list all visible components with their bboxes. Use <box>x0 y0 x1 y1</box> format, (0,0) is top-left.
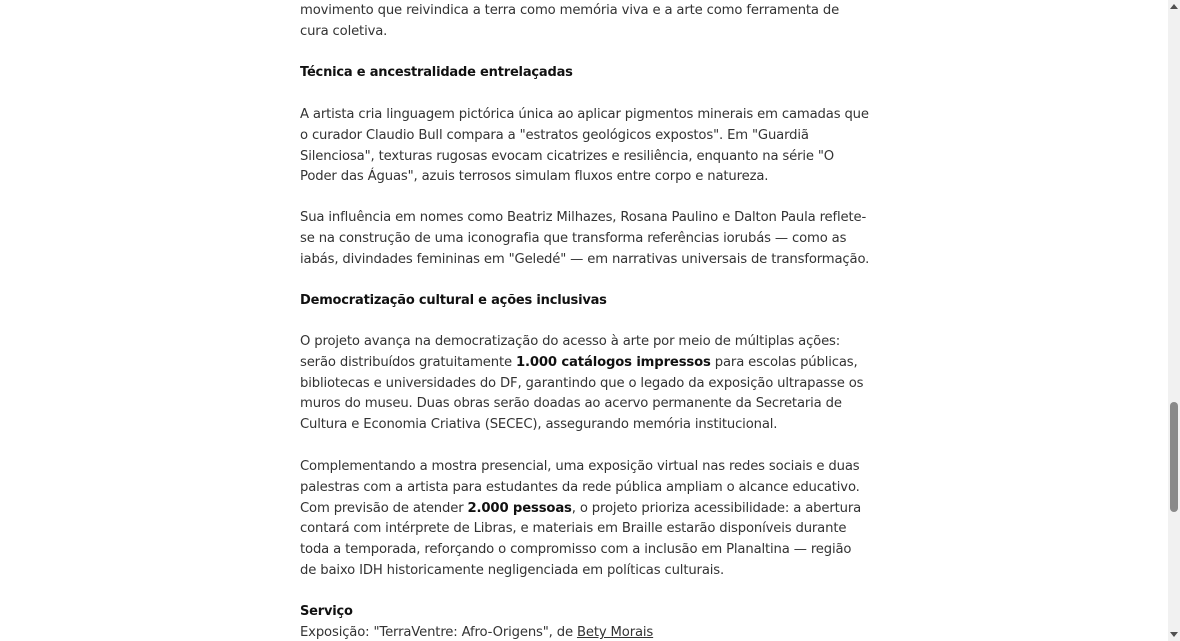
catalog-count-highlight: 1.000 catálogos impressos <box>515 354 711 370</box>
technique-paragraph-1: A artista cria linguagem pictórica única ao aplicar pigmentos minerais em camadas que o curador Claudio Bull compara a "estratos geológicos expostos". Em "Guardiã Silenciosa", texturas rugosas evocam cicatrizes e resiliência, enquanto na série "O Poder das Águas", azuis terrosos simulam fluxos entre corpo e natureza. <box>300 107 869 185</box>
paragraph-text: Complementando a mostra presencial, uma exposição virtual nas redes sociais e duas palestras com a artista para estudantes da rede pública ampliam o alcance educativo. Com previsão de atender <box>300 459 860 516</box>
paragraph-text: para escolas públicas, bibliotecas e universidades do DF, garantindo que o legado da exposição ultrapasse os muros do museu. Duas obras serão doadas ao acervo permanente da Secretaria de Cultura e Economia Criativa (SECEC), assegurando memória institucional. <box>300 354 864 433</box>
service-exhibition-line <box>300 623 870 641</box>
paragraph-text: , o projeto prioriza acessibilidade: a abertura contará com intérprete de Libras, e materiais em Braille estarão disponíveis durante toda a temporada, reforçando o compromisso com a inclusão em Planaltina — região de baixo IDH historicamente negligenciada em políticas culturais. <box>300 500 862 578</box>
section-heading-service: Serviço <box>300 604 353 619</box>
artist-link[interactable]: Bety Morais <box>576 625 654 640</box>
section-heading-democratization: Democratização cultural e ações inclusivas <box>300 293 607 308</box>
vertical-scrollbar[interactable] <box>1168 0 1180 641</box>
scroll-down-arrow-icon[interactable] <box>1170 632 1178 637</box>
paragraph-text: O projeto avança na democratização do acesso à arte por meio de múltiplas ações: serão distribuídos gratuitamente <box>300 334 841 370</box>
intro-paragraph-tail: movimento que reivindica a terra como memória viva e a arte como ferramenta de cura coletiva. <box>300 3 840 39</box>
section-heading-technique: Técnica e ancestralidade entrelaçadas <box>300 65 573 80</box>
democratization-paragraph-1 <box>300 332 870 436</box>
democratization-paragraph-2 <box>300 457 870 582</box>
service-line-prefix: Exposição: "TerraVentre: Afro-Origens", de <box>300 625 577 640</box>
technique-paragraph-2: Sua influência em nomes como Beatriz Milhazes, Rosana Paulino e Dalton Paula reflete-se na construção de uma iconografia que transforma referências iorubás — como as iabás, divindades femininas em "Geledé" — em narrativas universais de transformação. <box>300 210 870 267</box>
scrollbar-thumb[interactable] <box>1170 402 1178 512</box>
scroll-up-arrow-icon[interactable] <box>1170 4 1178 9</box>
audience-count-highlight: 2.000 pessoas <box>467 500 572 516</box>
